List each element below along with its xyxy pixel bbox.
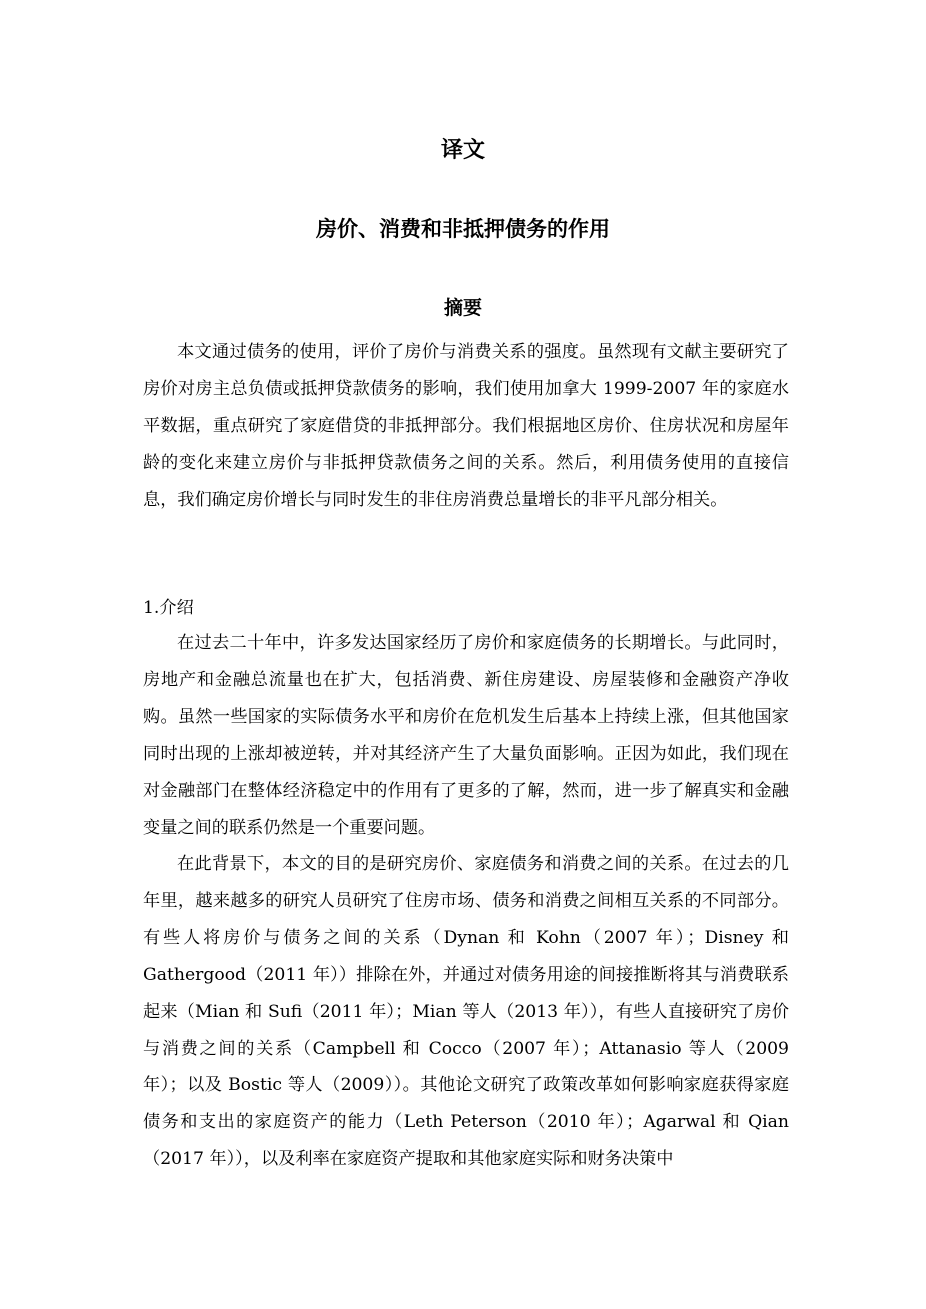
introduction-paragraph-1: 在过去二十年中，许多发达国家经历了房价和家庭债务的长期增长。与此同时，房地产和金融总流量也在扩大，包括消费、新住房建设、房屋装修和金融资产净收购。虽然一些国家的实际债务水平和房价在危机发生后基本上持续上涨，但其他国家同时出现的上涨却被逆转，并对其经济产生了大量负面影响。正因为如此，我们现在对金融部门在整体经济稳定中的作用有了更多的了解，然而，进一步了解真实和金融变量之间的联系仍然是一个重要问题。: [143, 633, 789, 838]
paper-title: 房价、消费和非抵押债务的作用: [316, 216, 610, 241]
introduction-heading: 1.介绍: [143, 598, 194, 618]
abstract-heading: 摘要: [443, 297, 482, 319]
main-title: 译文: [440, 137, 485, 163]
introduction-paragraph-2: 在此背景下，本文的目的是研究房价、家庭债务和消费之间的关系。在过去的几年里，越来越多的研究人员研究了住房市场、债务和消费之间相互关系的不同部分。有些人将房价与债务之间的关系（Dynan 和 Kohn（2007 年）；Disney 和 Gathergood（2011 年））排除在外，并通过对债务用途的间接推断将其与消费联系起来（Mian 和 Sufi（2011 年）；Mian 等人（2013 年）），有些人直接研究了房价与消费之间的关系（Campbell 和 Cocco（2007 年）；Attanasio 等人（2009 年）；以及 Bostic 等人（2009））。其他论文研究了政策改革如何影响家庭获得家庭债务和支出的家庭资产的能力（Leth Peterson（2010 年）；Agarwal 和 Qian（2017 年）），以及利率在家庭资产提取和其他家庭实际和财务决策中: [143, 854, 789, 1170]
abstract-paragraph: 本文通过债务的使用，评价了房价与消费关系的强度。虽然现有文献主要研究了房价对房主总负债或抵押贷款债务的影响，我们使用加拿大 1999-2007 年的家庭水平数据，重点研究了家庭借贷的非抵押部分。我们根据地区房价、住房状况和房屋年龄的变化来建立房价与非抵押贷款债务之间的关系。然后，利用债务使用的直接信息，我们确定房价增长与同时发生的非住房消费总量增长的非平凡部分相关。: [143, 342, 789, 510]
